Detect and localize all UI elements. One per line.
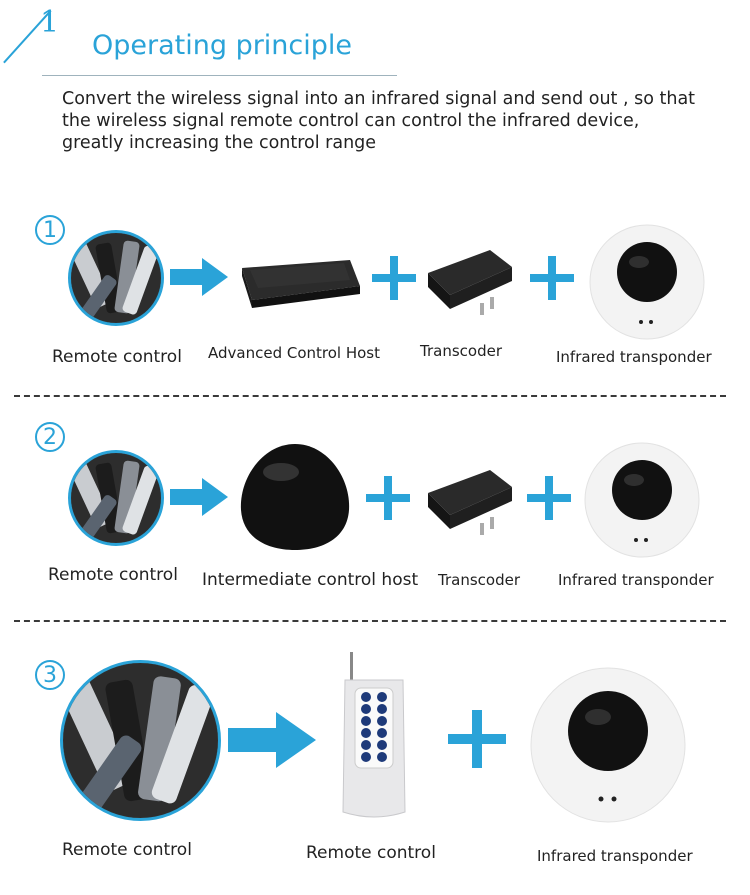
description-line: the wireless signal remote control can control the infrared device, [62,111,640,131]
plus-icon [372,256,416,300]
label-advanced-control-host: Advanced Control Host [208,344,381,362]
remotes-image [63,663,218,818]
advanced-control-host-image [232,250,362,308]
label-infrared-transponder: Infrared transponder [556,348,712,366]
remote-collection-photo [60,660,221,821]
section-number: 1 [40,5,60,40]
label-infrared-transponder: Infrared transponder [558,571,714,589]
label-infrared-transponder: Infrared transponder [537,847,693,865]
step-marker-2: 2 [35,422,65,452]
row-divider [14,620,726,622]
flow-arrow-icon [170,478,228,516]
plus-icon [448,710,506,768]
transcoder-image [420,465,520,537]
flow-arrow-icon [228,712,316,768]
plus-icon [530,256,574,300]
description-line: Convert the wireless signal into an infrared signal and send out , so that [62,89,696,109]
page-title: Operating principle [92,30,353,61]
step-marker-1: 1 [35,215,65,245]
infrared-transponder-image [528,665,688,825]
remote-collection-photo [68,230,164,326]
description-line: greatly increasing the control range [62,133,377,153]
plus-icon [366,476,410,520]
label-remote-control: Remote control [52,347,182,367]
transcoder-image [420,245,520,317]
key-fob-remote-image [335,652,413,822]
remote-collection-photo [68,450,164,546]
step-marker-3: 3 [35,660,65,690]
remotes-image [71,233,161,323]
infrared-transponder-image [582,440,702,560]
label-remote-control: Remote control [48,565,178,585]
title-underline [42,75,397,76]
label-transcoder: Transcoder [438,571,520,589]
remotes-image [71,453,161,543]
label-transcoder: Transcoder [420,342,502,360]
infrared-transponder-image [587,222,707,342]
row-divider [14,395,726,397]
plus-icon [527,476,571,520]
label-remote-control: Remote control [62,840,192,860]
description [62,88,712,154]
intermediate-control-host-image [235,438,355,556]
label-intermediate-control-host: Intermediate control host [202,570,419,590]
label-key-fob-remote-control: Remote control [306,843,436,863]
flow-arrow-icon [170,258,228,296]
